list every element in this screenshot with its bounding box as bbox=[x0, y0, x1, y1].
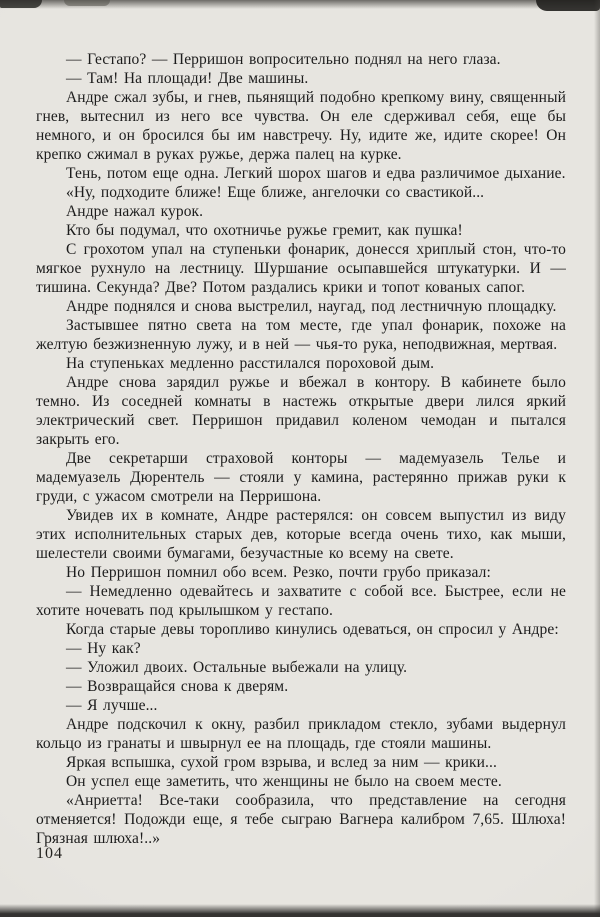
text-block bbox=[36, 50, 566, 848]
paragraph: — Гестапо? — Перришон вопросительно поднял на него глаза. bbox=[66, 51, 501, 68]
paragraph: — Уложил двоих. Остальные выбежали на улицу. bbox=[66, 659, 408, 676]
paragraph: — Немедленно одевайтесь и захватите с собой все. Быстрее, если не хотите ночевать под крылышком у гестапо. bbox=[36, 583, 566, 619]
scan-artifact-top-left bbox=[0, 0, 42, 8]
paragraph: Две секретарши страховой конторы — мадемуазель Телье и мадемуазель Дюрентель — стояли у камина, растерянно прижав руки к груди, с ужасом смотрели на Перришона. bbox=[36, 450, 566, 505]
paragraph: С грохотом упал на ступеньки фонарик, донесся хриплый стон, что-то мягкое рухнуло на лестницу. Шуршание осыпавшейся штукатурки. И — тишина. Секунда? Две? Потом раздались крики и топот кованых сапог. bbox=[36, 241, 566, 296]
paragraph: Застывшее пятно света на том месте, где упал фонарик, похоже на желтую безжизненную лужу, и в ней — чья-то рука, неподвижная, мертвая. bbox=[36, 317, 566, 353]
paragraph: Андре нажал курок. bbox=[66, 203, 204, 220]
paragraph: — Там! На площади! Две машины. bbox=[66, 70, 309, 87]
paragraph: «Анриетта! Все-таки сообразила, что представление на сегодня отменяется! Подожди еще, я тебе сыграю Вагнера калибром 7,65. Шлюха! Грязная шлюха!..» bbox=[36, 792, 566, 847]
paragraph: Андре подскочил к окну, разбил прикладом стекло, зубами выдернул кольцо из гранаты и швырнул ее на площадь, где стояли машины. bbox=[36, 716, 566, 752]
paragraph: Андре поднялся и снова выстрелил, наугад, под лестничную площадку. bbox=[66, 298, 557, 315]
paragraph: Яркая вспышка, сухой гром взрыва, и вслед за ним — крики... bbox=[66, 754, 497, 771]
paragraph: — Я лучше... bbox=[66, 697, 158, 714]
paragraph: «Ну, подходите ближе! Еще ближе, ангелочки со свастикой... bbox=[66, 184, 485, 201]
scan-artifact-top-right bbox=[536, 0, 600, 11]
paragraph: Андре сжал зубы, и гнев, пьянящий подобно крепкому вину, священный гнев, вытеснил из него все чувства. Он еле сдерживал себя, еще бы немного, и он бросился бы им навстречу. Ну, идите же, идите скорее! Он крепко сжимал в руках ружье, держа палец на курке. bbox=[36, 89, 566, 163]
paragraph: На ступеньках медленно расстилался пороховой дым. bbox=[66, 355, 435, 372]
paragraph: Андре снова зарядил ружье и вбежал в контору. В кабинете было темно. Из соседней комнаты в настежь открытые двери лился яркий электрический свет. Перришон придавил коленом чемодан и пытался закрыть его. bbox=[36, 374, 566, 448]
paragraph: Но Перришон помнил обо всем. Резко, почти грубо приказал: bbox=[66, 564, 491, 581]
scan-edge-bottom bbox=[0, 904, 600, 917]
paragraph: — Ну как? bbox=[66, 640, 141, 657]
paragraph: Увидев их в комнате, Андре растерялся: он совсем выпустил из виду этих исполнительных старых дев, которые всегда очень тихо, как мыши, шелестели своими бумагами, безучастные ко всему на свете. bbox=[36, 507, 566, 562]
scan-artifact-top-smudge bbox=[64, 0, 110, 6]
page-number: 104 bbox=[36, 845, 63, 862]
paragraph: — Возвращайся снова к дверям. bbox=[66, 678, 289, 695]
paragraph: Когда старые девы торопливо кинулись одеваться, он спросил у Андре: bbox=[66, 621, 559, 638]
paragraph: Он успел еще заметить, что женщины не было на своем месте. bbox=[66, 773, 502, 790]
paragraph: Кто бы подумал, что охотничье ружье гремит, как пушка! bbox=[66, 222, 463, 239]
scan-edge-right bbox=[594, 0, 600, 917]
paragraph: Тень, потом еще одна. Легкий шорох шагов и едва различимое дыхание. bbox=[66, 165, 566, 182]
